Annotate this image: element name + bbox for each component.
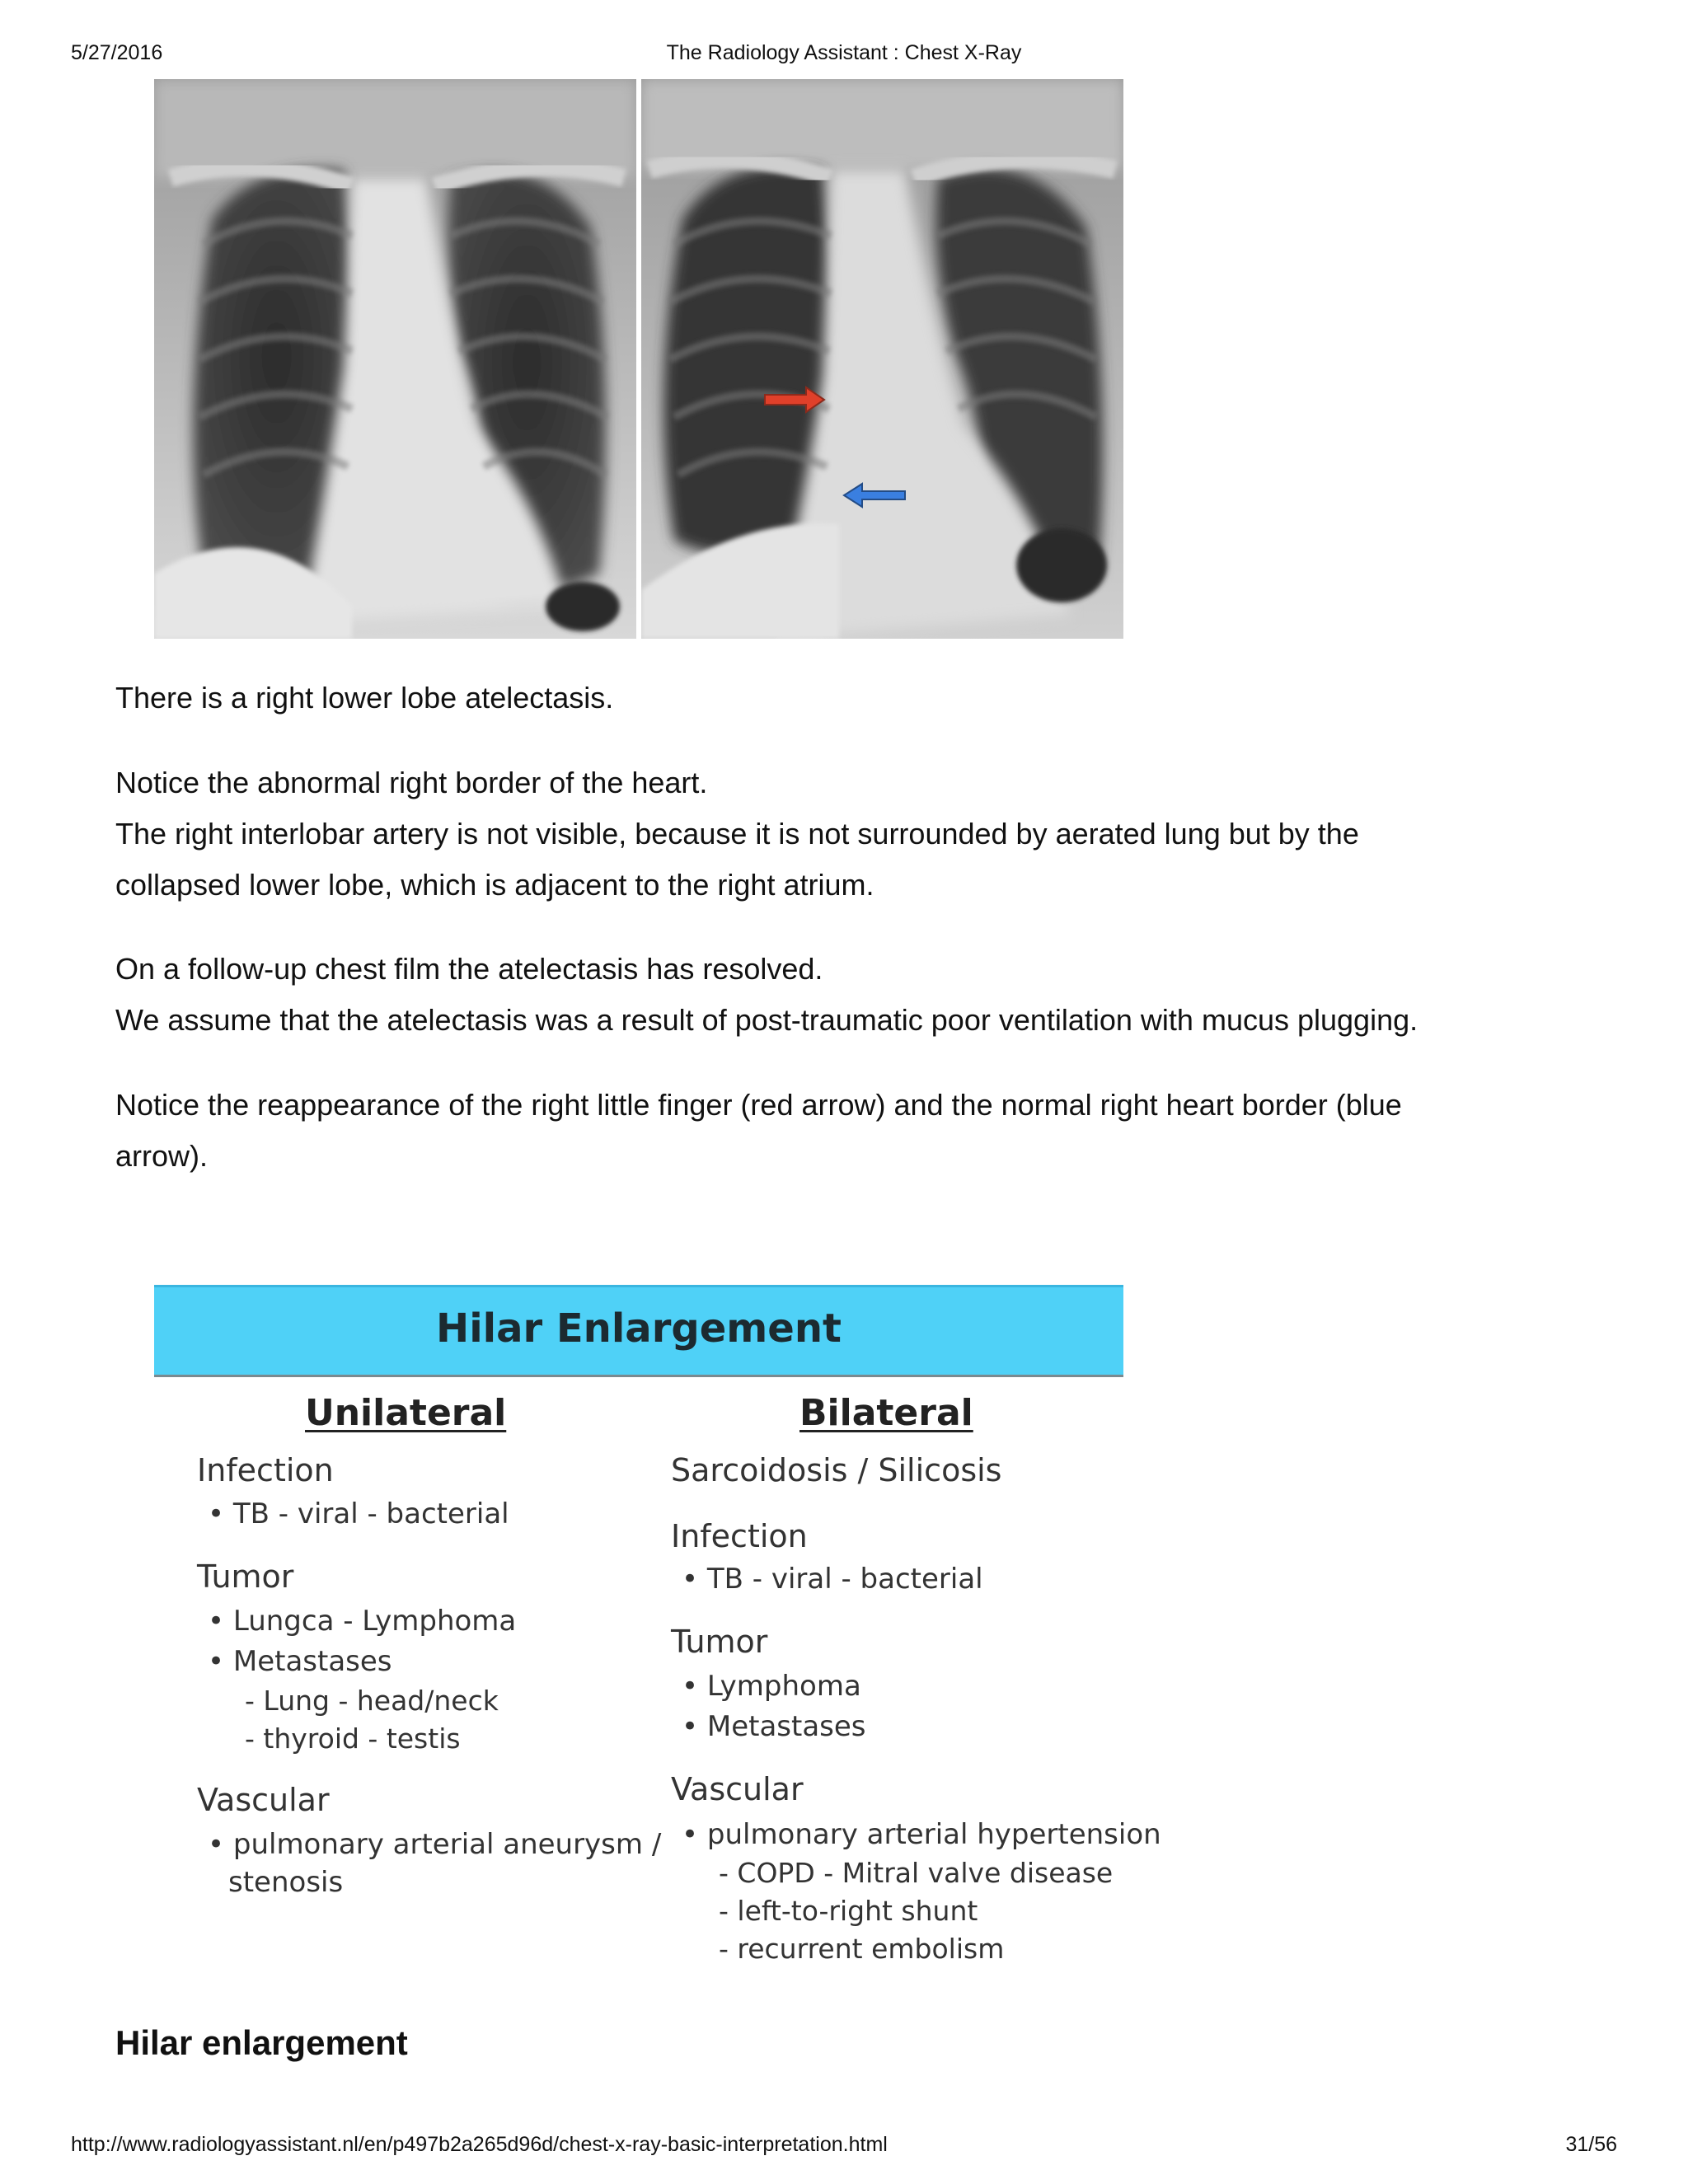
list-item: • TB - viral - bacterial (208, 1497, 509, 1530)
paragraph-line: arrow). (115, 1139, 209, 1173)
page-number: 31/56 (1565, 2133, 1617, 2156)
xray-comparison-figure (154, 79, 1123, 639)
list-subitem: - recurrent embolism (719, 1933, 1005, 1965)
paragraph-atelectasis (115, 673, 1582, 724)
bilateral-infection: Infection (671, 1518, 808, 1554)
paragraph-line: Notice the abnormal right border of the heart. (115, 766, 708, 799)
unilateral-vascular: Vascular (197, 1782, 330, 1818)
table-title: Hilar Enlargement (436, 1305, 842, 1352)
unilateral-infection: Infection (197, 1452, 334, 1488)
paragraph-line: We assume that the atelectasis was a result of post-traumatic poor ventilation with mucus plugging. (115, 1003, 1418, 1037)
list-item: • pulmonary arterial hypertension (682, 1818, 1161, 1851)
hilar-enlargement-table (154, 1285, 1161, 1985)
bilateral-vascular: Vascular (671, 1771, 804, 1807)
xray-followup-image (641, 79, 1123, 639)
list-subitem: - left-to-right shunt (719, 1895, 978, 1927)
list-item: stenosis (228, 1866, 344, 1899)
section-heading: Hilar enlargement (115, 2023, 408, 2062)
list-item: • Lymphoma (682, 1670, 861, 1703)
paragraph-heart-border (115, 757, 1582, 911)
xray-before-image (154, 79, 636, 639)
list-item: • Metastases (208, 1645, 392, 1678)
bilateral-sarcoidosis: Sarcoidosis / Silicosis (671, 1452, 1002, 1488)
list-item: • TB - viral - bacterial (682, 1563, 983, 1596)
paragraph-arrows (115, 1080, 1582, 1182)
list-item: • Metastases (682, 1710, 866, 1743)
bilateral-tumor: Tumor (671, 1624, 768, 1660)
table-banner (154, 1285, 1123, 1377)
paragraph-follow-up (115, 944, 1582, 1046)
paragraph-line: Notice the reappearance of the right little finger (red arrow) and the normal right heart border (blue (115, 1088, 1402, 1122)
list-subitem: - thyroid - testis (245, 1722, 461, 1755)
paragraph-line: The right interlobar artery is not visible, because it is not surrounded by aerated lung but by the (115, 817, 1359, 851)
list-subitem: - Lung - head/neck (245, 1685, 499, 1717)
paragraph-line: There is a right lower lobe atelectasis. (115, 681, 614, 715)
unilateral-tumor: Tumor (197, 1558, 294, 1595)
print-url: http://www.radiologyassistant.nl/en/p497b2a265d96d/chest-x-ray-basic-interpretation.html (71, 2133, 888, 2156)
paragraph-line: collapsed lower lobe, which is adjacent to the right atrium. (115, 868, 874, 902)
list-item: • pulmonary arterial aneurysm / (208, 1828, 662, 1861)
list-item: • Lungca - Lymphoma (208, 1605, 517, 1638)
print-date: 5/27/2016 (71, 41, 163, 64)
print-title: The Radiology Assistant : Chest X-Ray (666, 41, 1022, 64)
bilateral-heading: Bilateral (799, 1392, 973, 1434)
list-subitem: - COPD - Mitral valve disease (719, 1857, 1114, 1889)
paragraph-line: On a follow-up chest film the atelectasis has resolved. (115, 952, 823, 986)
unilateral-heading: Unilateral (305, 1392, 507, 1434)
